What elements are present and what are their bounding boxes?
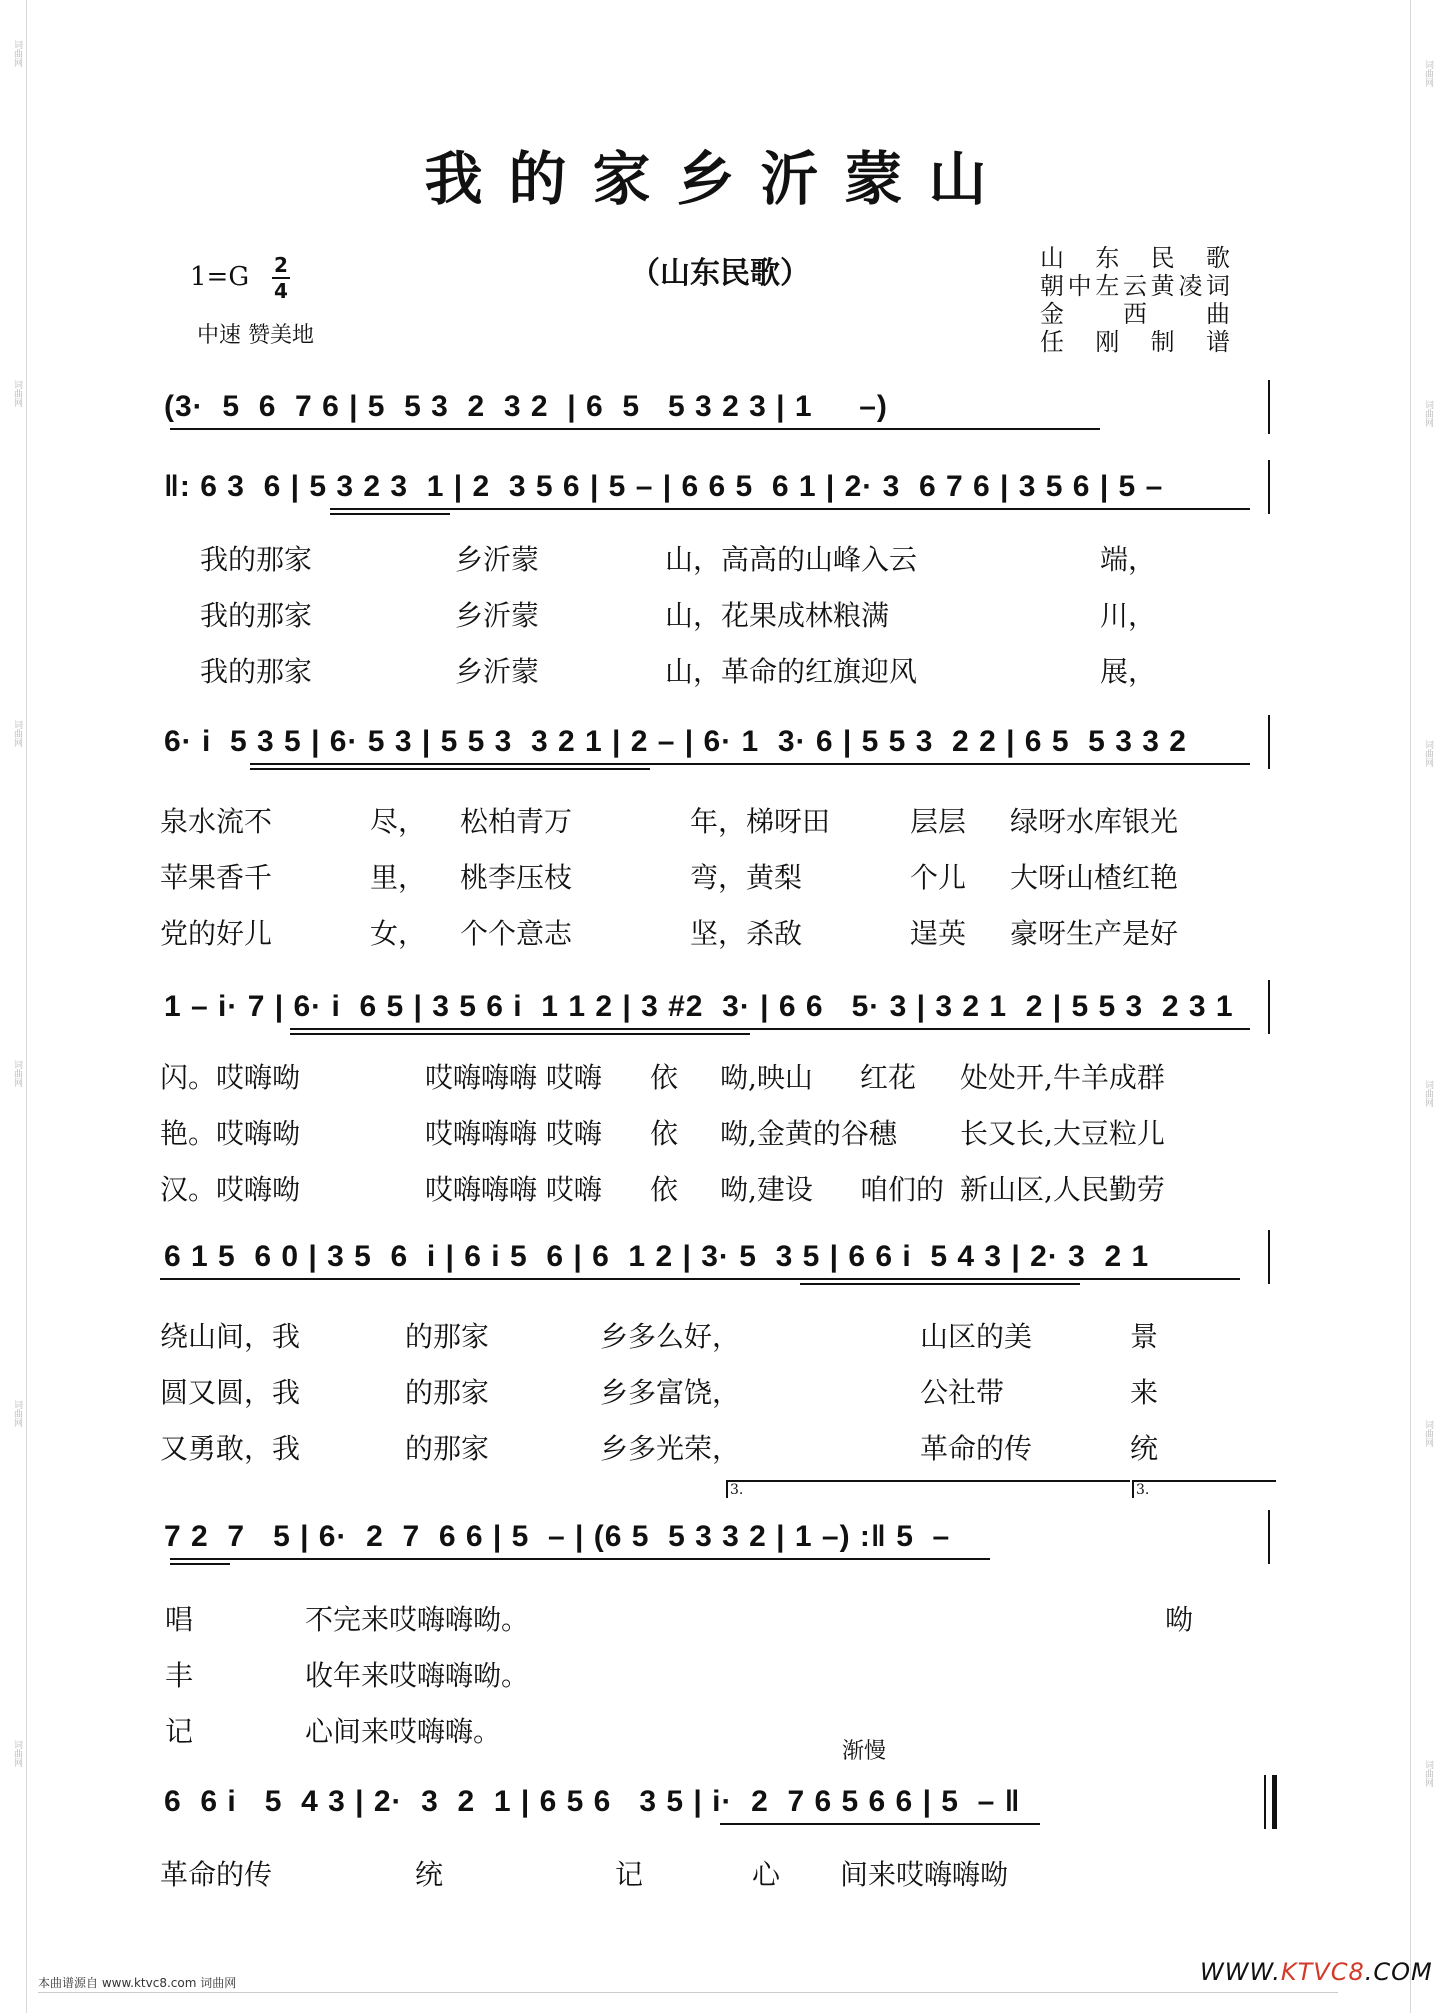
lyric-line: 闪。哎嗨呦 哎嗨嗨嗨 哎嗨 依 呦,映山 红花 处处开,牛羊成群 — [160, 1061, 1165, 1094]
watermark-text: 词曲网 — [12, 1740, 22, 1767]
lyric-line: 绕山间，我 的那家 乡多么好， 山区的美 景 — [160, 1320, 1159, 1353]
lyric-line: 唱 不完来哎嗨嗨呦。 呦 — [165, 1603, 1194, 1636]
watermark-text: 词曲网 — [1423, 1420, 1433, 1447]
tempo-marking: 中速 赞美地 — [197, 323, 314, 348]
lyric-line: 艳。哎嗨呦 哎嗨嗨嗨 哎嗨 依 呦,金黄的谷穗 长又长,大豆粒儿 — [160, 1117, 1165, 1150]
footer-site-logo: WWW.KTVC8.COM — [1200, 1958, 1433, 1986]
watermark-text: 词曲网 — [12, 1400, 22, 1427]
time-sig-top: 2 — [274, 253, 288, 277]
notation-row — [160, 715, 1280, 775]
notation-text: 6 1 5 6 0 | 3 5 6 i | 6 i 5 6 | 6 1 2 | 3· 5 3 5 | 6 6 i 5 4 3 | 2· 3 2 1 — [164, 1240, 1150, 1273]
notation-row — [160, 380, 1280, 440]
tempo-change-marking: 渐慢 — [842, 1739, 887, 1764]
song-title: 我的家乡沂蒙山 — [424, 145, 1013, 213]
lyric-line: 党的好儿 女， 个个意志 坚，杀敌 逞英 豪呀生产是好 — [160, 917, 1179, 950]
lyric-line: 我的那家 乡沂蒙 山，革命的红旗迎风 展， — [200, 655, 1157, 688]
credit-line: 朝中左云黄凌词 — [1040, 272, 1230, 300]
watermark-text: 词曲网 — [1423, 60, 1433, 87]
notation-text: 6· i 5 3 5 | 6· 5 3 | 5 5 3 3 2 1 | 2 – | 6· 1 3· 6 | 5 5 3 2 2 | 6 5 5 3 3 2 — [164, 725, 1187, 758]
credit-line: 金西曲 — [1040, 300, 1230, 328]
notation-row — [160, 1775, 1280, 1835]
credit-line: 山东民歌 — [1040, 244, 1230, 272]
volta-bracket: 3. — [726, 1480, 1130, 1498]
notation-row — [160, 1510, 1280, 1570]
lyric-line: 丰 收年来哎嗨嗨呦。 — [165, 1659, 530, 1692]
lyric-line: 苹果香千 里， 桃李压枝 弯，黄梨 个儿 大呀山楂红艳 — [160, 861, 1179, 894]
lyric-line: 泉水流不 尽， 松柏青万 年，梯呀田 层层 绿呀水库银光 — [160, 805, 1179, 838]
notation-row — [160, 980, 1280, 1040]
watermark-text: 词曲网 — [12, 40, 22, 67]
footer-divider — [38, 1992, 1338, 1993]
credits-block — [1040, 244, 1230, 356]
credit-line: 任刚制谱 — [1040, 328, 1230, 356]
lyric-line: 汉。哎嗨呦 哎嗨嗨嗨 哎嗨 依 呦,建设 咱们的 新山区,人民勤劳 — [160, 1173, 1165, 1206]
watermark-text: 词曲网 — [12, 720, 22, 747]
notation-text: 1 – i· 7 | 6· i 6 5 | 3 5 6 i 1 1 2 | 3 #2 3· | 6 6 5· 3 | 3 2 1 2 | 5 5 3 2 3 1 — [164, 990, 1234, 1023]
key-signature: 1=G — [190, 262, 250, 292]
notation-text: (3· 5 6 7 6 | 5 5 3 2 3 2 | 6 5 5 3 2 3 | 1 –) — [164, 390, 888, 423]
lyric-line: 革命的传 统 记 心 间来哎嗨嗨呦 — [160, 1858, 1009, 1891]
notation-row — [160, 460, 1280, 520]
song-subtitle: （山东民歌） — [630, 256, 810, 291]
notation-text: 6 6 i 5 4 3 | 2· 3 2 1 | 6 5 6 3 5 | i· 2 7 6 5 6 6 | 5 – ‖ — [164, 1785, 1021, 1818]
lyric-line: 记 心间来哎嗨嗨。 — [165, 1715, 502, 1748]
watermark-text: 词曲网 — [1423, 1080, 1433, 1107]
watermark-text: 词曲网 — [1423, 1760, 1433, 1787]
watermark-text: 词曲网 — [1423, 740, 1433, 767]
notation-text: 7 2 7 5 | 6· 2 7 6 6 | 5 – | (6 5 5 3 3 2 | 1 –) :‖ 5 – — [164, 1520, 951, 1553]
watermark-text: 词曲网 — [12, 1060, 22, 1087]
footer-source: 本曲谱源自 www.ktvc8.com 词曲网 — [38, 1976, 237, 1990]
lyric-line: 我的那家 乡沂蒙 山，花果成林粮满 川， — [200, 599, 1157, 632]
watermark-text: 词曲网 — [1423, 400, 1433, 427]
watermark-text: 词曲网 — [12, 380, 22, 407]
volta-bracket: 3. — [1132, 1480, 1276, 1498]
lyric-line: 又勇敢，我 的那家 乡多光荣， 革命的传 统 — [160, 1432, 1159, 1465]
notation-text: ‖: 6 3 6 | 5 3 2 3 1 | 2 3 5 6 | 5 – | 6 6 5 6 1 | 2· 3 6 7 6 | 3 5 6 | 5 – — [164, 470, 1164, 503]
lyric-line: 我的那家 乡沂蒙 山，高高的山峰入云 端， — [200, 543, 1157, 576]
time-sig-bottom: 4 — [274, 279, 288, 303]
lyric-line: 圆又圆，我 的那家 乡多富饶， 公社带 来 — [160, 1376, 1159, 1409]
notation-row — [160, 1230, 1280, 1290]
time-signature — [272, 255, 290, 301]
